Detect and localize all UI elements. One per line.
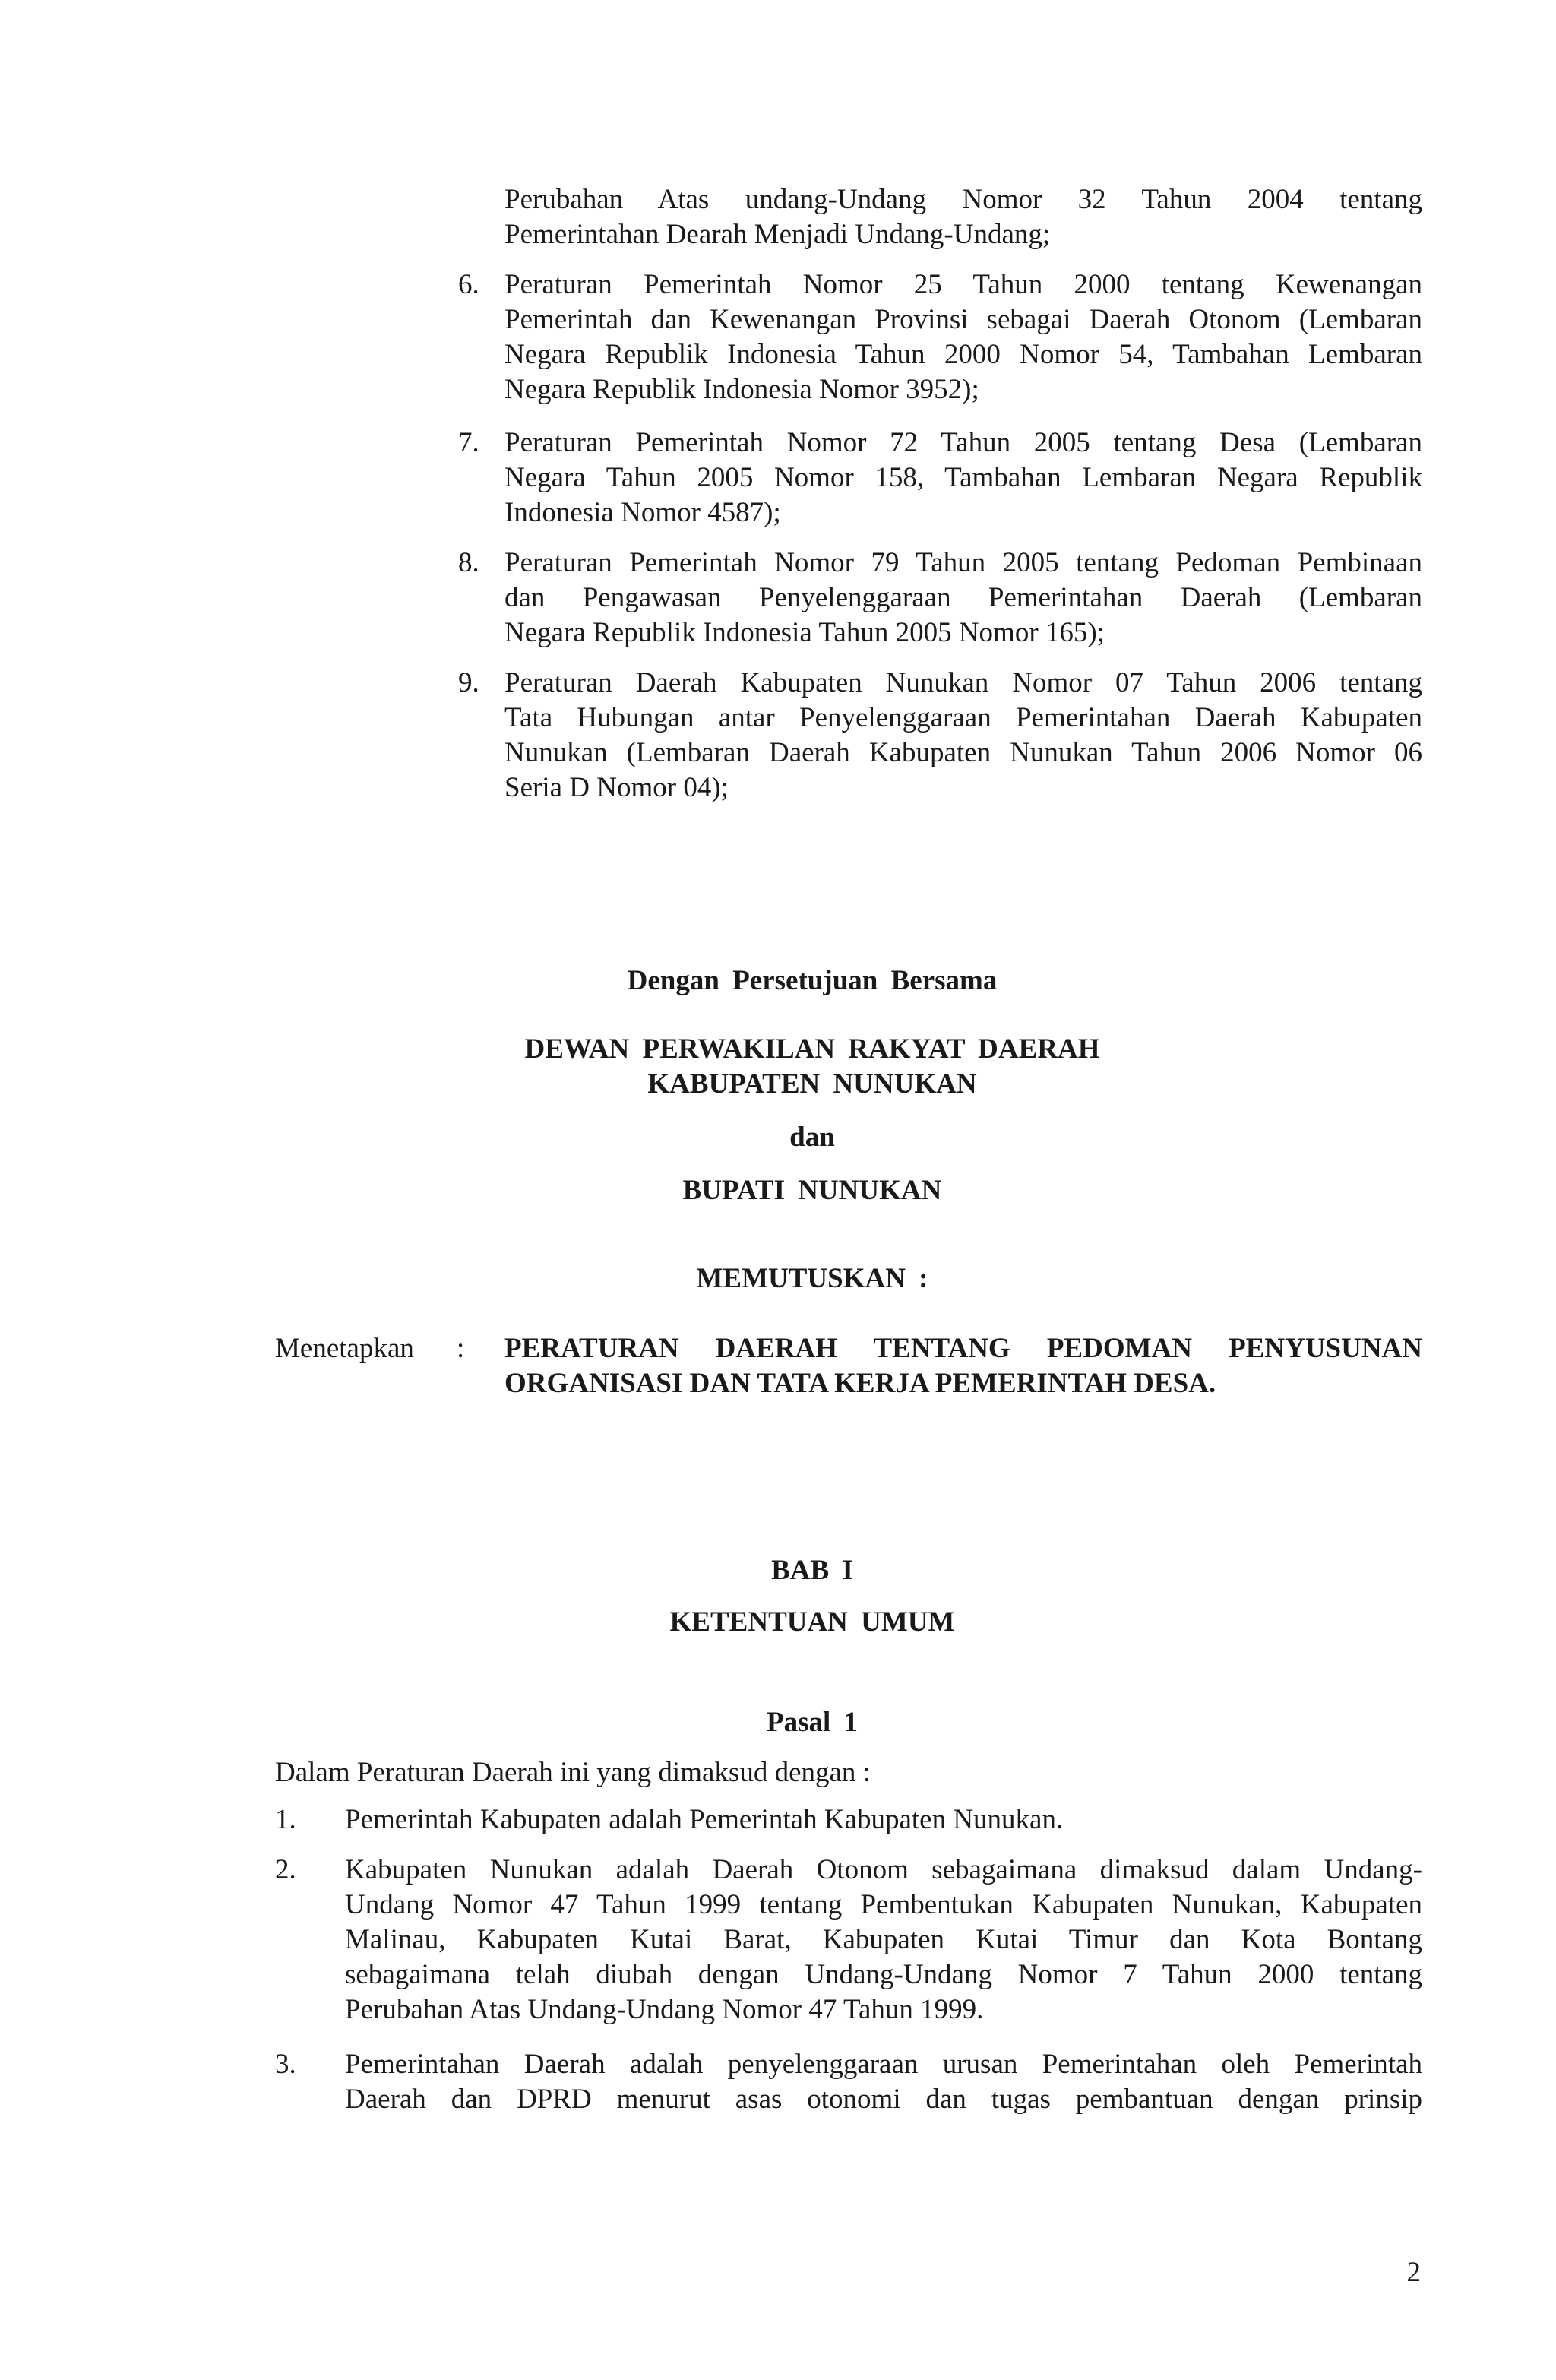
text-line: Pemerintah dan Kewenangan Provinsi sebagai Daerah Otonom (Lembaran [504, 304, 1422, 335]
chapter-subtitle: KETENTUAN UMUM [669, 1606, 955, 1638]
text-line: Indonesia Nomor 4587); [504, 497, 781, 528]
text-line: Pemerintah Kabupaten adalah Pemerintah Kabupaten Nunukan. [345, 1804, 1064, 1835]
text-line: Negara Republik Indonesia Tahun 2000 Nomor 54, Tambahan Lembaran [504, 339, 1422, 370]
item-number: 3. [275, 2049, 296, 2080]
article-intro: Dalam Peraturan Daerah ini yang dimaksud dengan : [275, 1757, 871, 1788]
text-line: Pemerintahan Dearah Menjadi Undang-Undang; [504, 219, 1051, 250]
chapter-title: BAB I [771, 1555, 853, 1586]
text-line: sebagaimana telah diubah dengan Undang-Undang Nomor 7 Tahun 2000 tentang [345, 1959, 1422, 1990]
continuation-paragraph [504, 182, 1422, 252]
item-number: 8. [458, 547, 479, 578]
enactment-label: Menetapkan [275, 1333, 414, 1364]
text-line: PERATURAN DAERAH TENTANG PEDOMAN PENYUSUNAN [504, 1333, 1422, 1364]
item-number: 7. [458, 427, 479, 458]
text-line: dan Pengawasan Penyelenggaraan Pemerintahan Daerah (Lembaran [504, 582, 1422, 613]
item-number: 9. [458, 667, 479, 698]
article-title: Pasal 1 [766, 1707, 859, 1738]
consideration-item [504, 546, 1422, 650]
decision-heading: MEMUTUSKAN : [696, 1263, 928, 1294]
text-line: Tata Hubungan antar Penyelenggaraan Pemerintahan Daerah Kabupaten [504, 702, 1422, 733]
enactment-title [504, 1331, 1422, 1401]
text-line: Seria D Nomor 04); [504, 772, 729, 803]
item-number: 1. [275, 1804, 296, 1835]
text-line: Malinau, Kabupaten Kutai Barat, Kabupaten Kutai Timur dan Kota Bontang [345, 1924, 1422, 1955]
parliament-line-1: DEWAN PERWAKILAN RAKYAT DAERAH [524, 1033, 1100, 1065]
text-line: Daerah dan DPRD menurut asas otonomi dan tugas pembantuan dengan prinsip [345, 2084, 1422, 2115]
parliament-line-2: KABUPATEN NUNUKAN [647, 1068, 977, 1100]
conjunction: dan [789, 1122, 835, 1153]
approval-heading: Dengan Persetujuan Bersama [627, 965, 998, 996]
text-line: Negara Republik Indonesia Nomor 3952); [504, 374, 979, 405]
text-line: Nunukan (Lembaran Daerah Kabupaten Nunukan Tahun 2006 Nomor 06 [504, 737, 1422, 768]
text-line: ORGANISASI DAN TATA KERJA PEMERINTAH DESA. [504, 1368, 1216, 1399]
text-line: Pemerintahan Daerah adalah penyelenggaraan urusan Pemerintahan oleh Pemerintah [345, 2049, 1422, 2080]
text-line: Perubahan Atas undang-Undang Nomor 32 Tahun 2004 tentang [504, 184, 1422, 215]
definition-item [345, 1802, 1422, 1837]
consideration-item [504, 666, 1422, 805]
text-line: Peraturan Pemerintah Nomor 79 Tahun 2005 tentang Pedoman Pembinaan [504, 547, 1422, 578]
text-line: Negara Tahun 2005 Nomor 158, Tambahan Lembaran Negara Republik [504, 462, 1422, 493]
consideration-item [504, 267, 1422, 407]
text-line: Undang Nomor 47 Tahun 1999 tentang Pembentukan Kabupaten Nunukan, Kabupaten [345, 1889, 1422, 1920]
item-number: 2. [275, 1854, 296, 1885]
enactment-colon: : [457, 1333, 465, 1364]
regent-title: BUPATI NUNUKAN [682, 1175, 942, 1206]
consideration-item [504, 426, 1422, 530]
text-line: Peraturan Pemerintah Nomor 25 Tahun 2000 tentang Kewenangan [504, 269, 1422, 300]
item-number: 6. [458, 269, 479, 300]
text-line: Kabupaten Nunukan adalah Daerah Otonom sebagaimana dimaksud dalam Undang- [345, 1854, 1422, 1885]
text-line: Peraturan Pemerintah Nomor 72 Tahun 2005 tentang Desa (Lembaran [504, 427, 1422, 458]
text-line: Perubahan Atas Undang-Undang Nomor 47 Tahun 1999. [345, 1994, 984, 2025]
definition-item [345, 1853, 1422, 2027]
text-line: Negara Republik Indonesia Tahun 2005 Nomor 165); [504, 617, 1105, 648]
text-line: Peraturan Daerah Kabupaten Nunukan Nomor 07 Tahun 2006 tentang [504, 667, 1422, 698]
definition-item [345, 2047, 1422, 2117]
page-number: 2 [1406, 2257, 1421, 2288]
